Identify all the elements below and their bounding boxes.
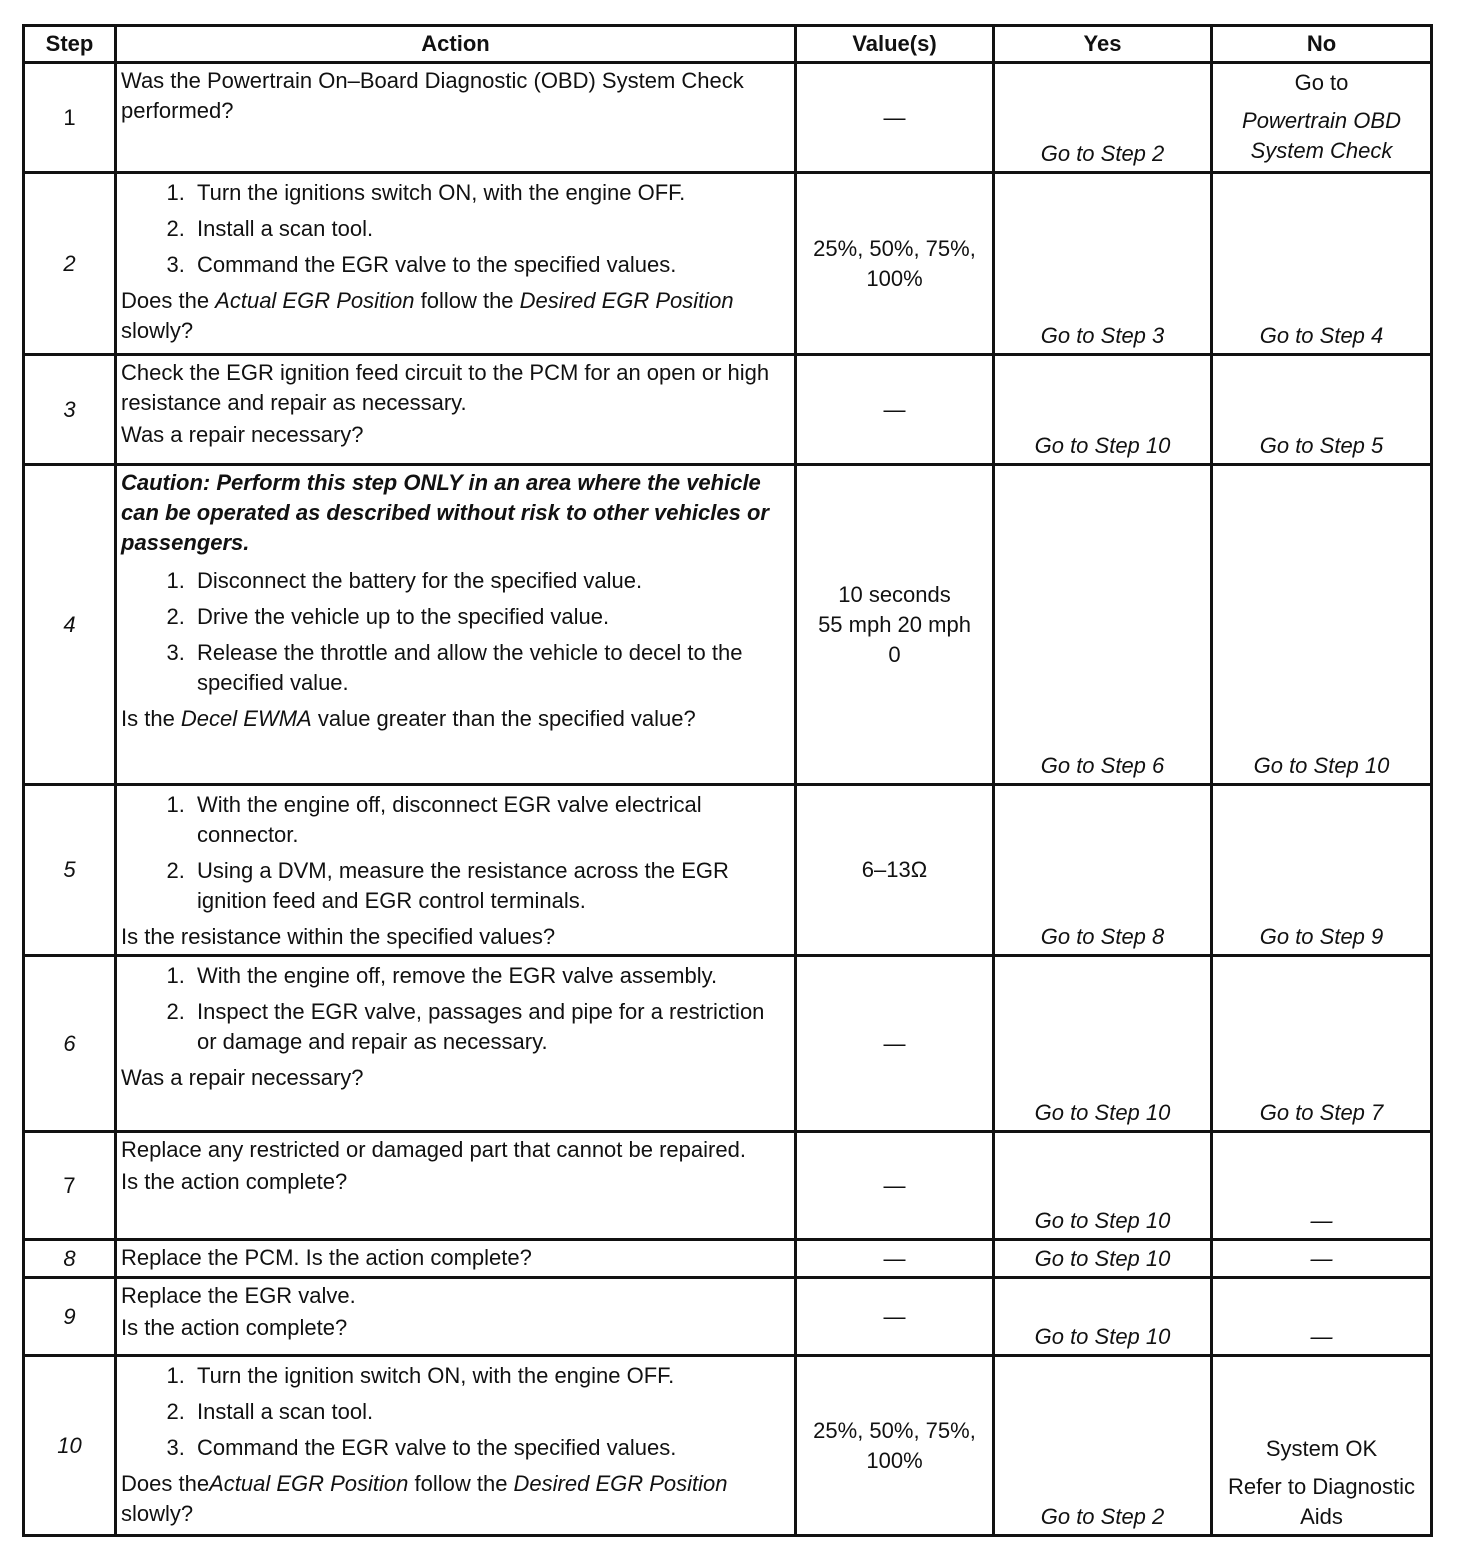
action-question: Is the resistance within the specified values? <box>121 924 556 949</box>
header-row <box>24 26 1432 63</box>
action-question: Does the Actual EGR Position follow the Desired EGR Position slowly? <box>121 288 734 343</box>
action-steps <box>121 178 790 280</box>
action-cell <box>116 1356 796 1536</box>
action-step: 1. Turn the ignitions switch ON, with the engine OFF. <box>191 178 790 208</box>
table-row <box>24 1356 1432 1536</box>
action-text: Was the Powertrain On–Board Diagnostic (OBD) System Check performed? <box>121 68 744 123</box>
header-yes: Yes <box>994 26 1212 63</box>
action-steps <box>121 790 790 916</box>
action-steps <box>121 566 790 698</box>
no-cell: — <box>1212 1278 1432 1356</box>
action-step: 3. Command the EGR valve to the specified values. <box>191 1433 790 1463</box>
value-cell: — <box>796 956 994 1132</box>
action-step: 1. With the engine off, disconnect EGR valve electrical connector. <box>191 790 790 850</box>
no-cell: — <box>1212 1240 1432 1278</box>
table-row <box>24 1278 1432 1356</box>
action-question: Is the Decel EWMA value greater than the specified value? <box>121 706 696 731</box>
action-step: 3. Command the EGR valve to the specified values. <box>191 250 790 280</box>
action-steps <box>121 961 790 1057</box>
action-cell <box>116 1278 796 1356</box>
action-cell <box>116 956 796 1132</box>
value-cell: — <box>796 1278 994 1356</box>
no-cell: Go to Step 9 <box>1212 785 1432 956</box>
step-number: 8 <box>24 1240 116 1278</box>
table-row <box>24 1132 1432 1240</box>
yes-cell: Go to Step 10 <box>994 355 1212 465</box>
yes-cell: Go to Step 10 <box>994 1240 1212 1278</box>
action-step: 2. Using a DVM, measure the resistance across the EGR ignition feed and EGR control terminals. <box>191 856 790 916</box>
action-text: Check the EGR ignition feed circuit to the PCM for an open or high resistance and repair as necessary. <box>121 360 770 415</box>
action-step: 1. Disconnect the battery for the specified value. <box>191 566 790 596</box>
no-cell <box>1212 63 1432 173</box>
step-number: 2 <box>24 173 116 355</box>
value-cell <box>796 465 994 785</box>
action-cell <box>116 355 796 465</box>
value-cell: 25%, 50%, 75%, 100% <box>796 173 994 355</box>
step-number: 1 <box>24 63 116 173</box>
action-steps <box>121 1361 790 1463</box>
action-question: Was a repair necessary? <box>121 422 364 447</box>
action-step: 3. Release the throttle and allow the vehicle to decel to the specified value. <box>191 638 790 698</box>
action-step: 1. Turn the ignition switch ON, with the engine OFF. <box>191 1361 790 1391</box>
no-cell: Go to Step 5 <box>1212 355 1432 465</box>
no-cell: — <box>1212 1132 1432 1240</box>
step-number: 5 <box>24 785 116 956</box>
value-cell: — <box>796 355 994 465</box>
value-line: 0 <box>888 641 901 667</box>
header-step: Step <box>24 26 116 63</box>
no-line: Refer to Diagnostic Aids <box>1227 1474 1416 1529</box>
value-cell: — <box>796 63 994 173</box>
yes-cell: Go to Step 6 <box>994 465 1212 785</box>
yes-cell: Go to Step 10 <box>994 956 1212 1132</box>
action-cell <box>116 1240 796 1278</box>
step-number: 10 <box>24 1356 116 1536</box>
header-no: No <box>1212 26 1432 63</box>
caution-note: Caution: Perform this step ONLY in an area where the vehicle can be operated as described without risk to other vehicles or passengers. <box>121 470 769 555</box>
action-cell <box>116 173 796 355</box>
action-cell <box>116 63 796 173</box>
yes-cell: Go to Step 3 <box>994 173 1212 355</box>
action-text: Replace the EGR valve. <box>121 1283 356 1308</box>
step-number: 9 <box>24 1278 116 1356</box>
no-line: Powertrain OBD System Check <box>1242 108 1401 163</box>
action-cell <box>116 785 796 956</box>
yes-cell: Go to Step 10 <box>994 1132 1212 1240</box>
yes-cell: Go to Step 2 <box>994 63 1212 173</box>
action-question: Was a repair necessary? <box>121 1065 364 1090</box>
no-line: System OK <box>1265 1436 1378 1461</box>
action-step: 2. Inspect the EGR valve, passages and pipe for a restriction or damage and repair as necessary. <box>191 997 790 1057</box>
action-step: 2. Install a scan tool. <box>191 214 790 244</box>
action-cell <box>116 465 796 785</box>
action-step: 2. Install a scan tool. <box>191 1397 790 1427</box>
step-number: 7 <box>24 1132 116 1240</box>
action-cell <box>116 1132 796 1240</box>
diagnostic-table <box>22 24 1433 1537</box>
header-values: Value(s) <box>796 26 994 63</box>
no-cell: Go to Step 7 <box>1212 956 1432 1132</box>
table-row <box>24 63 1432 173</box>
table-row <box>24 956 1432 1132</box>
no-cell: Go to Step 4 <box>1212 173 1432 355</box>
table-row <box>24 355 1432 465</box>
value-cell: — <box>796 1240 994 1278</box>
table-row <box>24 465 1432 785</box>
yes-cell: Go to Step 8 <box>994 785 1212 956</box>
action-text: Replace any restricted or damaged part that cannot be repaired. <box>121 1137 746 1162</box>
table-row <box>24 785 1432 956</box>
step-number: 6 <box>24 956 116 1132</box>
value-cell: 25%, 50%, 75%, 100% <box>796 1356 994 1536</box>
step-number: 4 <box>24 465 116 785</box>
table-row <box>24 173 1432 355</box>
action-question: Is the action complete? <box>121 1315 348 1340</box>
action-step: 2. Drive the vehicle up to the specified value. <box>191 602 790 632</box>
no-line: Go to <box>1294 70 1349 95</box>
yes-cell: Go to Step 10 <box>994 1278 1212 1356</box>
action-text: Replace the PCM. Is the action complete? <box>121 1245 532 1270</box>
value-line: 55 mph 20 mph <box>818 611 971 637</box>
action-question: Is the action complete? <box>121 1169 348 1194</box>
yes-cell: Go to Step 2 <box>994 1356 1212 1536</box>
action-question: Does theActual EGR Position follow the Desired EGR Position slowly? <box>121 1471 728 1526</box>
value-line: 10 seconds <box>838 581 951 607</box>
no-cell: Go to Step 10 <box>1212 465 1432 785</box>
header-action: Action <box>116 26 796 63</box>
step-number: 3 <box>24 355 116 465</box>
action-step: 1. With the engine off, remove the EGR valve assembly. <box>191 961 790 991</box>
no-cell <box>1212 1356 1432 1536</box>
value-cell: — <box>796 1132 994 1240</box>
table-row <box>24 1240 1432 1278</box>
value-cell: 6–13Ω <box>796 785 994 956</box>
